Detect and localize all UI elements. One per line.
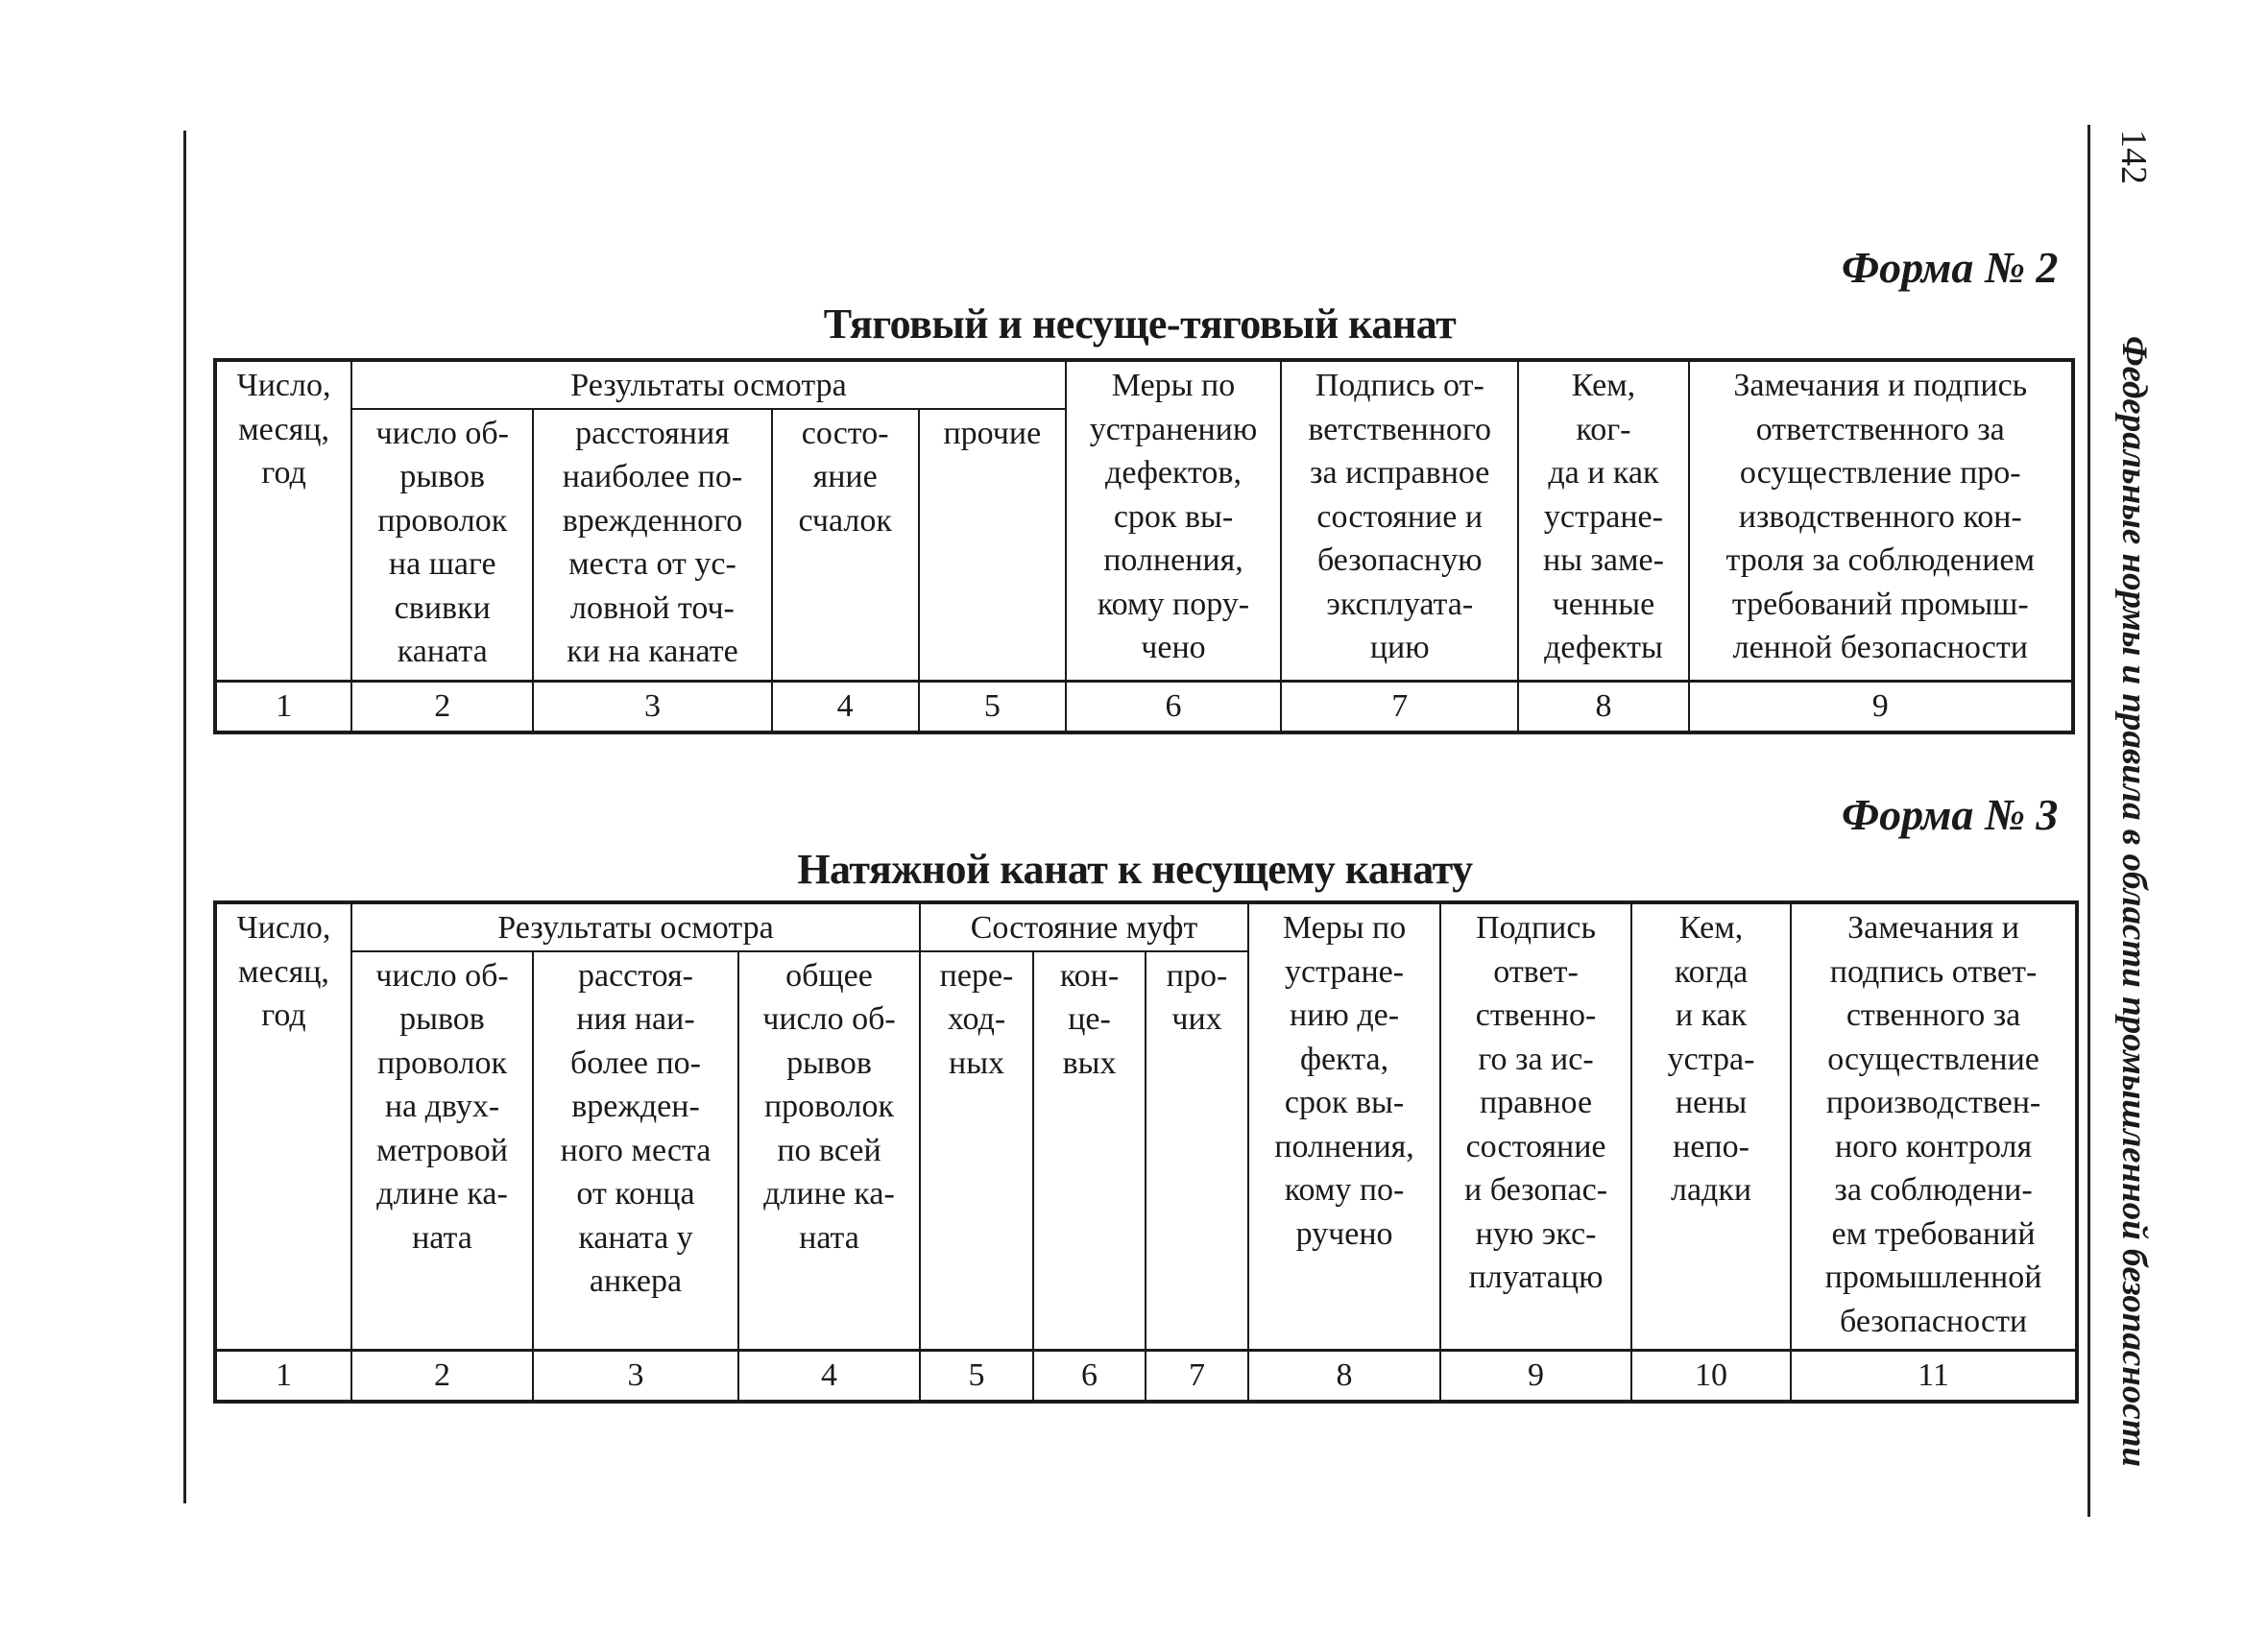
form3-column-number: 11	[1791, 1351, 2077, 1403]
form3-column-number: 10	[1631, 1351, 1791, 1403]
form3-header-other: про- чих	[1146, 951, 1248, 1351]
form3-header-remarks: Замечания и подпись ответ- ственного за осуществление производствен- ного контроля за соблюдени- ем требований промышленной безопасности	[1791, 902, 2077, 1351]
form2-header-date: Число, месяц, год	[215, 360, 351, 682]
form2-header-signature: Подпись от- ветственного за исправное состояние и безопасную эксплуата- цию	[1281, 360, 1518, 682]
form2-column-number: 6	[1066, 682, 1281, 733]
form2-header-breaks: число об- рывов проволок на шаге свивки каната	[351, 409, 533, 682]
form3-label: Форма № 3	[1842, 790, 2059, 839]
form3-column-number: 7	[1146, 1351, 1248, 1403]
form3-header-couplings: Состояние муфт	[920, 902, 1248, 951]
form2-header-results: Результаты осмотра	[351, 360, 1066, 409]
left-margin-rule	[183, 131, 186, 1503]
form2-header-distance: расстояния наиболее по- врежденного места от ус- ловной точ- ки на канате	[533, 409, 771, 682]
form3-title: Натяжной канат к несущему канату	[797, 846, 1473, 893]
form2-header-other: прочие	[919, 409, 1066, 682]
form2-column-number: 2	[351, 682, 533, 733]
form3-header-breaks: число об- рывов проволок на двух- метровой длине ка- ната	[351, 951, 533, 1351]
form3-header-who: Кем, когда и как устра- нены непо- ладки	[1631, 902, 1791, 1351]
form2-column-number: 3	[533, 682, 771, 733]
form2-header-measures: Меры по устранению дефектов, срок вы- полнения, кому пору- чено	[1066, 360, 1281, 682]
form2-label: Форма № 2	[1842, 243, 2059, 292]
running-head-title: Федеральные нормы и правила в области промышленной безопасности	[2114, 336, 2154, 1468]
form3-column-number: 3	[533, 1351, 738, 1403]
form3-column-number: 4	[738, 1351, 920, 1403]
form2-column-number: 8	[1518, 682, 1688, 733]
form3-header-results: Результаты осмотра	[351, 902, 920, 951]
form3-header-transition: пере- ход- ных	[920, 951, 1033, 1351]
form2-column-number: 4	[772, 682, 919, 733]
form3-column-number: 1	[215, 1351, 351, 1403]
page-number: 142	[2113, 130, 2154, 184]
form3-column-number: 8	[1248, 1351, 1440, 1403]
form3-header-signature: Подпись ответ- ственно- го за ис- правное состояние и безопас- ную экс- плуатацю	[1440, 902, 1631, 1351]
form3-header-measures: Меры по устране- нию де- фекта, срок вы- полнения, кому по- ручено	[1248, 902, 1440, 1351]
form2-header-who: Кем, ког- да и как устране- ны заме- ченные дефекты	[1518, 360, 1688, 682]
form3-header-date: Число, месяц, год	[215, 902, 351, 1351]
running-head	[2072, 125, 2168, 1517]
form2-column-number: 1	[215, 682, 351, 733]
form2-column-number: 5	[919, 682, 1066, 733]
form2-header-remarks: Замечания и подпись ответственного за осуществление про- изводственного кон- троля за соблюдением требований промыш- ленной безопасности	[1689, 360, 2073, 682]
form3-header-total-breaks: общее число об- рывов проволок по всей длине ка- ната	[738, 951, 920, 1351]
form2-title: Тяговый и несуще-тяговый канат	[823, 300, 1457, 348]
form3-column-number: 6	[1033, 1351, 1146, 1403]
form3-column-number: 9	[1440, 1351, 1631, 1403]
form2-table	[213, 358, 2075, 734]
form3-header-end: кон- це- вых	[1033, 951, 1146, 1351]
form3-header-distance: расстоя- ния наи- более по- врежден- ного места от конца каната у анкера	[533, 951, 738, 1351]
form2-header-clamps: состо- яние счалок	[772, 409, 919, 682]
form3-column-number: 5	[920, 1351, 1033, 1403]
form3-column-number: 2	[351, 1351, 533, 1403]
form3-table	[213, 900, 2079, 1404]
running-head-rule	[2087, 125, 2090, 1517]
form2-column-number: 7	[1281, 682, 1518, 733]
form2-column-number: 9	[1689, 682, 2073, 733]
